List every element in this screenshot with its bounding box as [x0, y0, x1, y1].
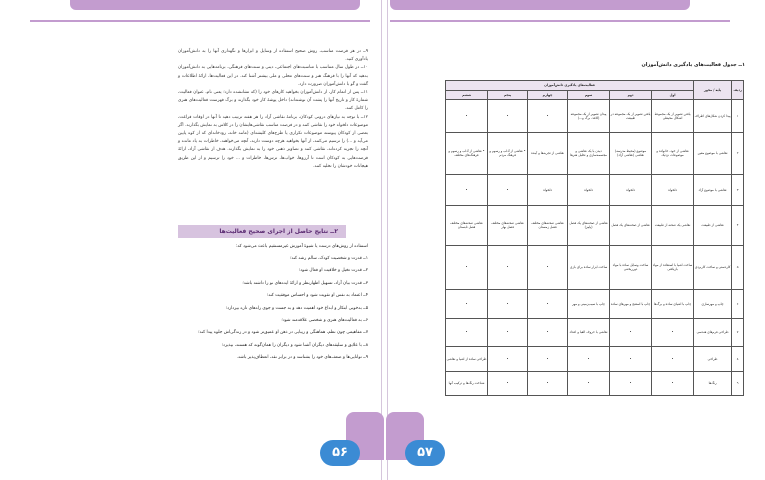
table-cell: دلخواه	[568, 174, 610, 205]
row-number-cell: ۳	[732, 174, 744, 205]
header-grade-3: سوم	[568, 90, 610, 99]
list-item: ۴ــ اعتماد به نفس او تقویت شود و احساس موفقیت کند؛	[266, 293, 368, 299]
section-intro: استفاده از روش‌های درست یا شیوهٔ آموزش غیرمستقیم باعث می‌شود که:	[235, 244, 368, 249]
table-cell: •	[528, 245, 568, 289]
header-grade-2: دوم	[610, 90, 652, 99]
row-topic-cell: کاردستی و ساخت کاربردی	[694, 245, 732, 289]
table-cell: ساخت ابزار ساده برای بازی	[568, 245, 610, 289]
table-cell: •	[528, 99, 568, 132]
table-cell: •	[652, 318, 694, 347]
table-cell: نقاشی صحنه‌های مختلف فصل بهار	[488, 205, 528, 245]
table-cell: •	[488, 347, 528, 371]
top-band-right	[390, 0, 690, 10]
header-topic: پایه / محور	[694, 81, 732, 100]
row-number-cell: ۵	[732, 245, 744, 289]
table-cell: شناخت رنگ‌ها و ترکیب آنها	[446, 371, 488, 395]
table-cell: دلخواه	[652, 174, 694, 205]
table-cell: •	[488, 289, 528, 318]
paragraph: ۱۰ــ در طول سال متناسب با مناسبت‌های اجتماعی، دینی و سنت‌های فرهنگی، برنامه‌هایی به دانش‌آموزان بدهید که آنها را با فرهنگ هنر و سنت‌های محلی و ملی بیشتر آشنا کند. در این فعالیت‌ها، ارائهٔ اطلاعات و گفت و گو با دانش‌آموزان ضرورت دارد.	[178, 65, 368, 87]
list-item: ۳ــ قدرت بیان آزاد، تسهیل اظهارنظر و ارائهٔ ایده‌های نو را داشته باشد؛	[242, 280, 368, 286]
table-cell: •	[568, 347, 610, 371]
table-cell: نقاشی یک صحنه از طبیعت	[652, 205, 694, 245]
table-cell: طراحی ساده از اشیا و نقاشی	[446, 347, 488, 371]
list-item: ۹ــ توانایی‌ها و ضعف‌های خود را بشناسد و در برابر نقد، انعطاف‌پذیر باشد.	[236, 355, 368, 361]
table-cell: دیدن با یک نقاشی و مجسمه‌سازی و تحلیل هنرها	[568, 132, 610, 174]
table-cell: •	[488, 245, 528, 289]
paragraph: ۹ــ در هر فرصت مناسب، روش صحیح استفاده از وسایل و ابزارها و نگهداری آنها را به دانش‌آموزان یادآوری کنید.	[178, 49, 368, 63]
table-row	[446, 174, 744, 205]
left-page-body	[178, 48, 368, 171]
table-row	[446, 132, 744, 174]
table-cell: •	[488, 371, 528, 395]
header-rule-left	[30, 20, 370, 22]
row-number-cell: ۶	[732, 289, 744, 318]
table-cell: •	[488, 318, 528, 347]
table-cell: • نقاشی از آداب و رسوم و فرهنگ‌های مختلف	[446, 132, 488, 174]
table-row	[446, 318, 744, 347]
header-grade-5: پنجم	[488, 90, 528, 99]
table-cell: چاپ با سیب‌زمینی و مهر	[568, 289, 610, 318]
table-cell: چاپ با اسفنج و مهرهای ساده	[610, 289, 652, 318]
table-cell: •	[488, 99, 528, 132]
table-cell: نقاشی از صحنه‌های یک فصل	[610, 205, 652, 245]
list-item: ۶ــ به فعالیت‌های هنری و شخصی علاقه‌مند شود؛	[281, 318, 368, 324]
header-row-number: ردیف	[732, 81, 744, 100]
list-item: ۲ــ قدرت تخیل و خلاقیت او فعال شود؛	[298, 268, 368, 274]
table-cell: •	[528, 318, 568, 347]
table-cell: •	[610, 347, 652, 371]
list-item: ۵ــ به‌خوبی ابتکار و ابداع خود اهمیت دهد و به جست و جوی راه‌های تازه بپردازد؛	[225, 305, 368, 311]
table-cell: پیدا‌ن تصویر از یک مجموعه (کاغذ، برگ و…)	[568, 99, 610, 132]
top-band-left	[70, 0, 360, 10]
table-cell: موضوع (محیط مدرسه) نقاشی (نقاشی آزاد)	[610, 132, 652, 174]
list-item: ۷ــ مفاهیمی چون نظم، هماهنگی و زیبایی در ذهن او عمیق‌تر شود و در زندگی‌اش جلوه پیدا کند؛	[198, 330, 368, 336]
page-number-left: ۵۶	[320, 440, 360, 466]
list-item: ۱ــ قدرت و شخصیت کودک، سالم رشد کند؛	[290, 256, 368, 261]
table-cell: نقاشی صحنه‌های مختلف فصل تابستان	[446, 205, 488, 245]
paragraph: ۱۲ــ با توجه به نیازهای درونی کودکان، برنامهٔ نقاشی آزاد را هر هفته ترتیب دهید تا آنها در اوقات فراغت، موضوعات دلخواه خود را نقاشی کنند و در فرصت مناسب نقاشی‌هایشان را در کلاس به نمایش بگذارند. اگر بعضی از کودکان پیوسته موضوعات تکراری یا طرح‌های کلیشه‌ای (مانند خانه، رودخانه‌ای که از کوه پایین می‌آید و ...) را ترسیم می‌کنند، از آنها بخواهید هرچه دوست دارند، آنچه می‌خواهند، خاطرات به یاد مانده و آنچه را تجربه کرده‌اند، نقاشی کنند و تصاویر ذهنی خود را به نمایش بگذارند. هدف از نقاشی آزاد، ارائهٔ فرصت‌هایی به کودکان است تا آرزوها، خواب‌ها، ترس‌ها، خاطرات و ... خود را ترسیم و از این طریق هیجانات خودشان را تخلیه کنند.	[178, 114, 368, 169]
activities-table	[445, 80, 744, 396]
table-cell: •	[652, 347, 694, 371]
table-cell: نقاشی از خود، خانواده و موضوعات نزدیک	[652, 132, 694, 174]
table-cell: ساخت وسایل ساده با مواد دورریختنی	[610, 245, 652, 289]
row-number-cell: ۷	[732, 318, 744, 347]
table-caption: ۱ــ جدول فعالیت‌های یادگیری دانش‌آموزان	[641, 62, 745, 68]
row-number-cell: ۹	[732, 371, 744, 395]
row-number-cell: ۸	[732, 347, 744, 371]
table-row	[446, 289, 744, 318]
row-number-cell: ۴	[732, 205, 744, 245]
table-cell: دلخواه	[610, 174, 652, 205]
table-group-header-row	[446, 81, 744, 91]
table-cell: •	[528, 347, 568, 371]
table-row	[446, 99, 744, 132]
table-body	[446, 99, 744, 395]
table-row	[446, 347, 744, 371]
table-cell: نقاشی صحنه‌های مختلف فصل زمستان	[528, 205, 568, 245]
row-topic-cell: طراحی فرم‌های هندسی	[694, 318, 732, 347]
table-cell: •	[528, 289, 568, 318]
header-rule-right	[390, 20, 730, 22]
section-heading: ۲ــ نتایج حاصل از اجرای صحیح فعالیت‌ها	[178, 225, 346, 238]
table-cell: نقاشی با حروف الفبا و اعداد	[568, 318, 610, 347]
header-group: فعالیت‌های یادگیری دانش‌آموزان	[446, 81, 694, 91]
table-cell: •	[488, 174, 528, 205]
outcomes-list	[178, 253, 368, 365]
table-cell: •	[446, 245, 488, 289]
row-number-cell: ۲	[732, 132, 744, 174]
table-cell: یافتن تصویر از یک مجموعه در طبیعت	[610, 99, 652, 132]
table-cell: •	[610, 371, 652, 395]
table-cell: نقاشی از صحنه‌های یک فصل (پاییز)	[568, 205, 610, 245]
table-cell: •	[446, 174, 488, 205]
table-cell: چاپ با اشیای ساده و برگ‌ها	[652, 289, 694, 318]
row-topic-cell: نقاشی از طبیعت	[694, 205, 732, 245]
table-cell: •	[446, 289, 488, 318]
table-row	[446, 205, 744, 245]
row-topic-cell: طراحی	[694, 347, 732, 371]
paragraph: ۱۱ــ پس از اتمام کار، از دانش‌آموزان بخواهید کارهای خود را (که تشانشده دارد؛ یعنی نام، عنوان فعالیت، شمارهٔ کار و تاریخ آنها را پشت آن نوشته‌اند) داخل پوشهٔ کار خود بگذارند و برگ فهرست فعالیت‌های هنری را کامل کنند.	[178, 90, 368, 112]
table-cell: •	[610, 318, 652, 347]
page-number-right: ۵۷	[405, 440, 445, 466]
table-row	[446, 371, 744, 395]
list-item: ۸ــ با علایق و سلیقه‌های دیگران آشنا شود و دیگران را همان‌گونه که هستند، بپذیرد؛	[221, 342, 368, 348]
row-topic-cell: چاپ و مهرسازی	[694, 289, 732, 318]
row-topic-cell: رنگ‌ها	[694, 371, 732, 395]
header-grade-6: ششم	[446, 90, 488, 99]
row-topic-cell: نقاشی با موضوع آزاد	[694, 174, 732, 205]
table-cell: دلخواه	[528, 174, 568, 205]
row-topic-cell: نقاشی با موضوع معین	[694, 132, 732, 174]
table-cell: •	[568, 371, 610, 395]
page-gutter	[387, 0, 388, 480]
row-number-cell: ۱	[732, 99, 744, 132]
header-grade-4: چهارم	[528, 90, 568, 99]
header-grade-1: اول	[652, 90, 694, 99]
page-gutter	[381, 0, 382, 480]
row-topic-cell: پیدا کردن شکل‌های اطراف	[694, 99, 732, 132]
table-cell: • نقاشی از آداب و رسوم و فرهنگ مردم	[488, 132, 528, 174]
table-cell: نقاشی از تجربه‌ها و آینده	[528, 132, 568, 174]
table-cell: •	[528, 371, 568, 395]
table-cell: •	[446, 99, 488, 132]
table-cell: ساخت اشیا با استفاده از مواد بازیافتی	[652, 245, 694, 289]
table-cell: •	[652, 371, 694, 395]
table-row	[446, 245, 744, 289]
table-cell: یافتن تصویر از یک مجموعهٔ اشکال محیطی	[652, 99, 694, 132]
table-cell: •	[446, 318, 488, 347]
